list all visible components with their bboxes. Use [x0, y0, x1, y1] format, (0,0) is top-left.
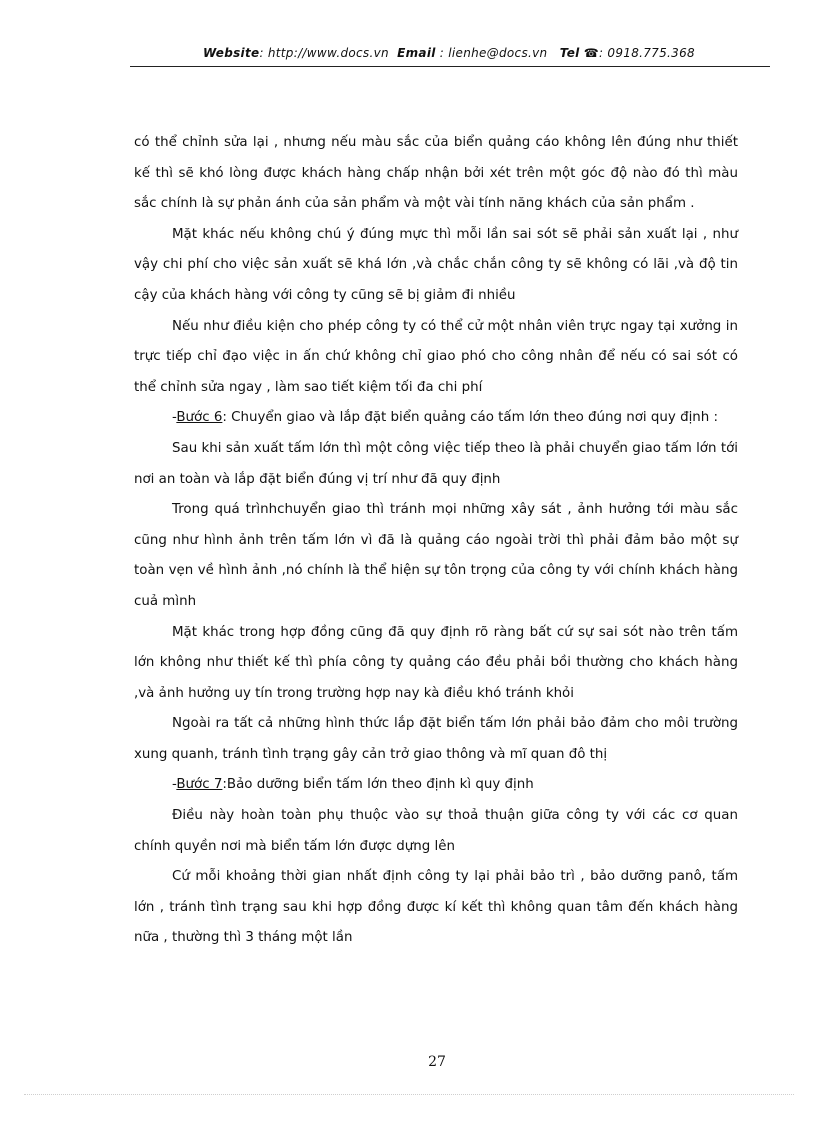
- step-7-text: :Bảo dưỡng biển tấm lớn theo định kì quy định: [222, 777, 534, 793]
- step-7-label: Bước 7: [176, 777, 223, 793]
- email-label: Email: [397, 46, 436, 60]
- website-value: : http://www.docs.vn: [259, 46, 389, 60]
- step-6-heading: [134, 403, 738, 434]
- paragraph: Sau khi sản xuất tấm lớn thì một công việc tiếp theo là phải chuyển giao tấm lớn tới nơi an toàn và lắp đặt biển đúng vị trí như đã quy định: [134, 440, 738, 487]
- paragraph: Mặt khác nếu không chú ý đúng mực thì mỗi lần sai sót sẽ phải sản xuất lại , như vậy chi phí cho việc sản xuất sẽ khá lớn ,và chắc chắn công ty sẽ không có lãi ,và độ tin cậy của khách hàng với công ty cũng sẽ bị giảm đi nhiều: [134, 226, 738, 303]
- paragraph: Mặt khác trong hợp đồng cũng đã quy định rõ ràng bất cứ sự sai sót nào trên tấm lớn không như thiết kế thì phía công ty quảng cáo đều phải bồi thường cho khách hàng ,và ảnh hưởng uy tín trong trường hợp nay kà điều khó tránh khỏi: [134, 624, 738, 701]
- step-7-heading: [134, 770, 738, 801]
- header-rule: [130, 66, 770, 67]
- footer-dotted-rule: [24, 1094, 794, 1095]
- step-7-prefix: -: [172, 777, 177, 793]
- paragraph: Cứ mỗi khoảng thời gian nhất định công ty lại phải bảo trì , bảo dưỡng panô, tấm lớn , tránh tình trạng sau khi hợp đồng được kí kết thì không quan tâm đến khách hàng nữa , thường thì 3 tháng một lần: [134, 869, 738, 946]
- paragraph: Ngoài ra tất cả những hình thức lắp đặt biển tấm lớn phải bảo đảm cho môi trường xung quanh, tránh tình trạng gây cản trở giao thông và mĩ quan đô thị: [134, 716, 738, 762]
- paragraph: Điều này hoàn toàn phụ thuộc vào sự thoả thuận giữa công ty với các cơ quan chính quyền nơi mà biển tấm lớn được dựng lên: [134, 808, 738, 854]
- document-body: [134, 128, 738, 954]
- paragraph: Nếu như điều kiện cho phép công ty có thể cử một nhân viên trực ngay tại xưởng in trực tiếp chỉ đạo việc in ấn chứ không chỉ giao phó cho công nhân để nếu có sai sót có thể chỉnh sửa ngay , làm sao tiết kiệm tối đa chi phí: [134, 318, 738, 395]
- phone-icon: ☎: [583, 46, 599, 60]
- step-6-text: : Chuyển giao và lắp đặt biển quảng cáo tấm lớn theo đúng nơi quy định :: [222, 410, 719, 426]
- website-label: Website: [203, 46, 260, 60]
- step-6-prefix: -: [172, 410, 177, 426]
- paragraph: Trong quá trìnhchuyển giao thì tránh mọi những xây sát , ảnh hưởng tới màu sắc cũng như hình ảnh trên tấm lớn vì đã là quảng cáo ngoài trời thì phải đảm bảo một sự toàn vẹn về hình ảnh ,nó chính là thể hiện sự tôn trọng của công ty với chính khách hàng cuả mình: [134, 502, 738, 609]
- paragraph-continuation: có thể chỉnh sửa lại , nhưng nếu màu sắc của biển quảng cáo không lên đúng như thiết kế thì sẽ khó lòng được khách hàng chấp nhận bởi xét trên một góc độ nào đó thì màu sắc chính là sự phản ánh của sản phẩm và một vài tính năng khách của sản phẩm .: [134, 135, 738, 212]
- page-header: [130, 46, 768, 60]
- email-value: : lienhe@docs.vn: [439, 46, 548, 60]
- step-6-label: Bước 6: [176, 410, 223, 426]
- tel-value: : 0918.775.368: [598, 46, 695, 60]
- page-number: 27: [428, 1054, 446, 1070]
- tel-label: Tel: [559, 46, 580, 60]
